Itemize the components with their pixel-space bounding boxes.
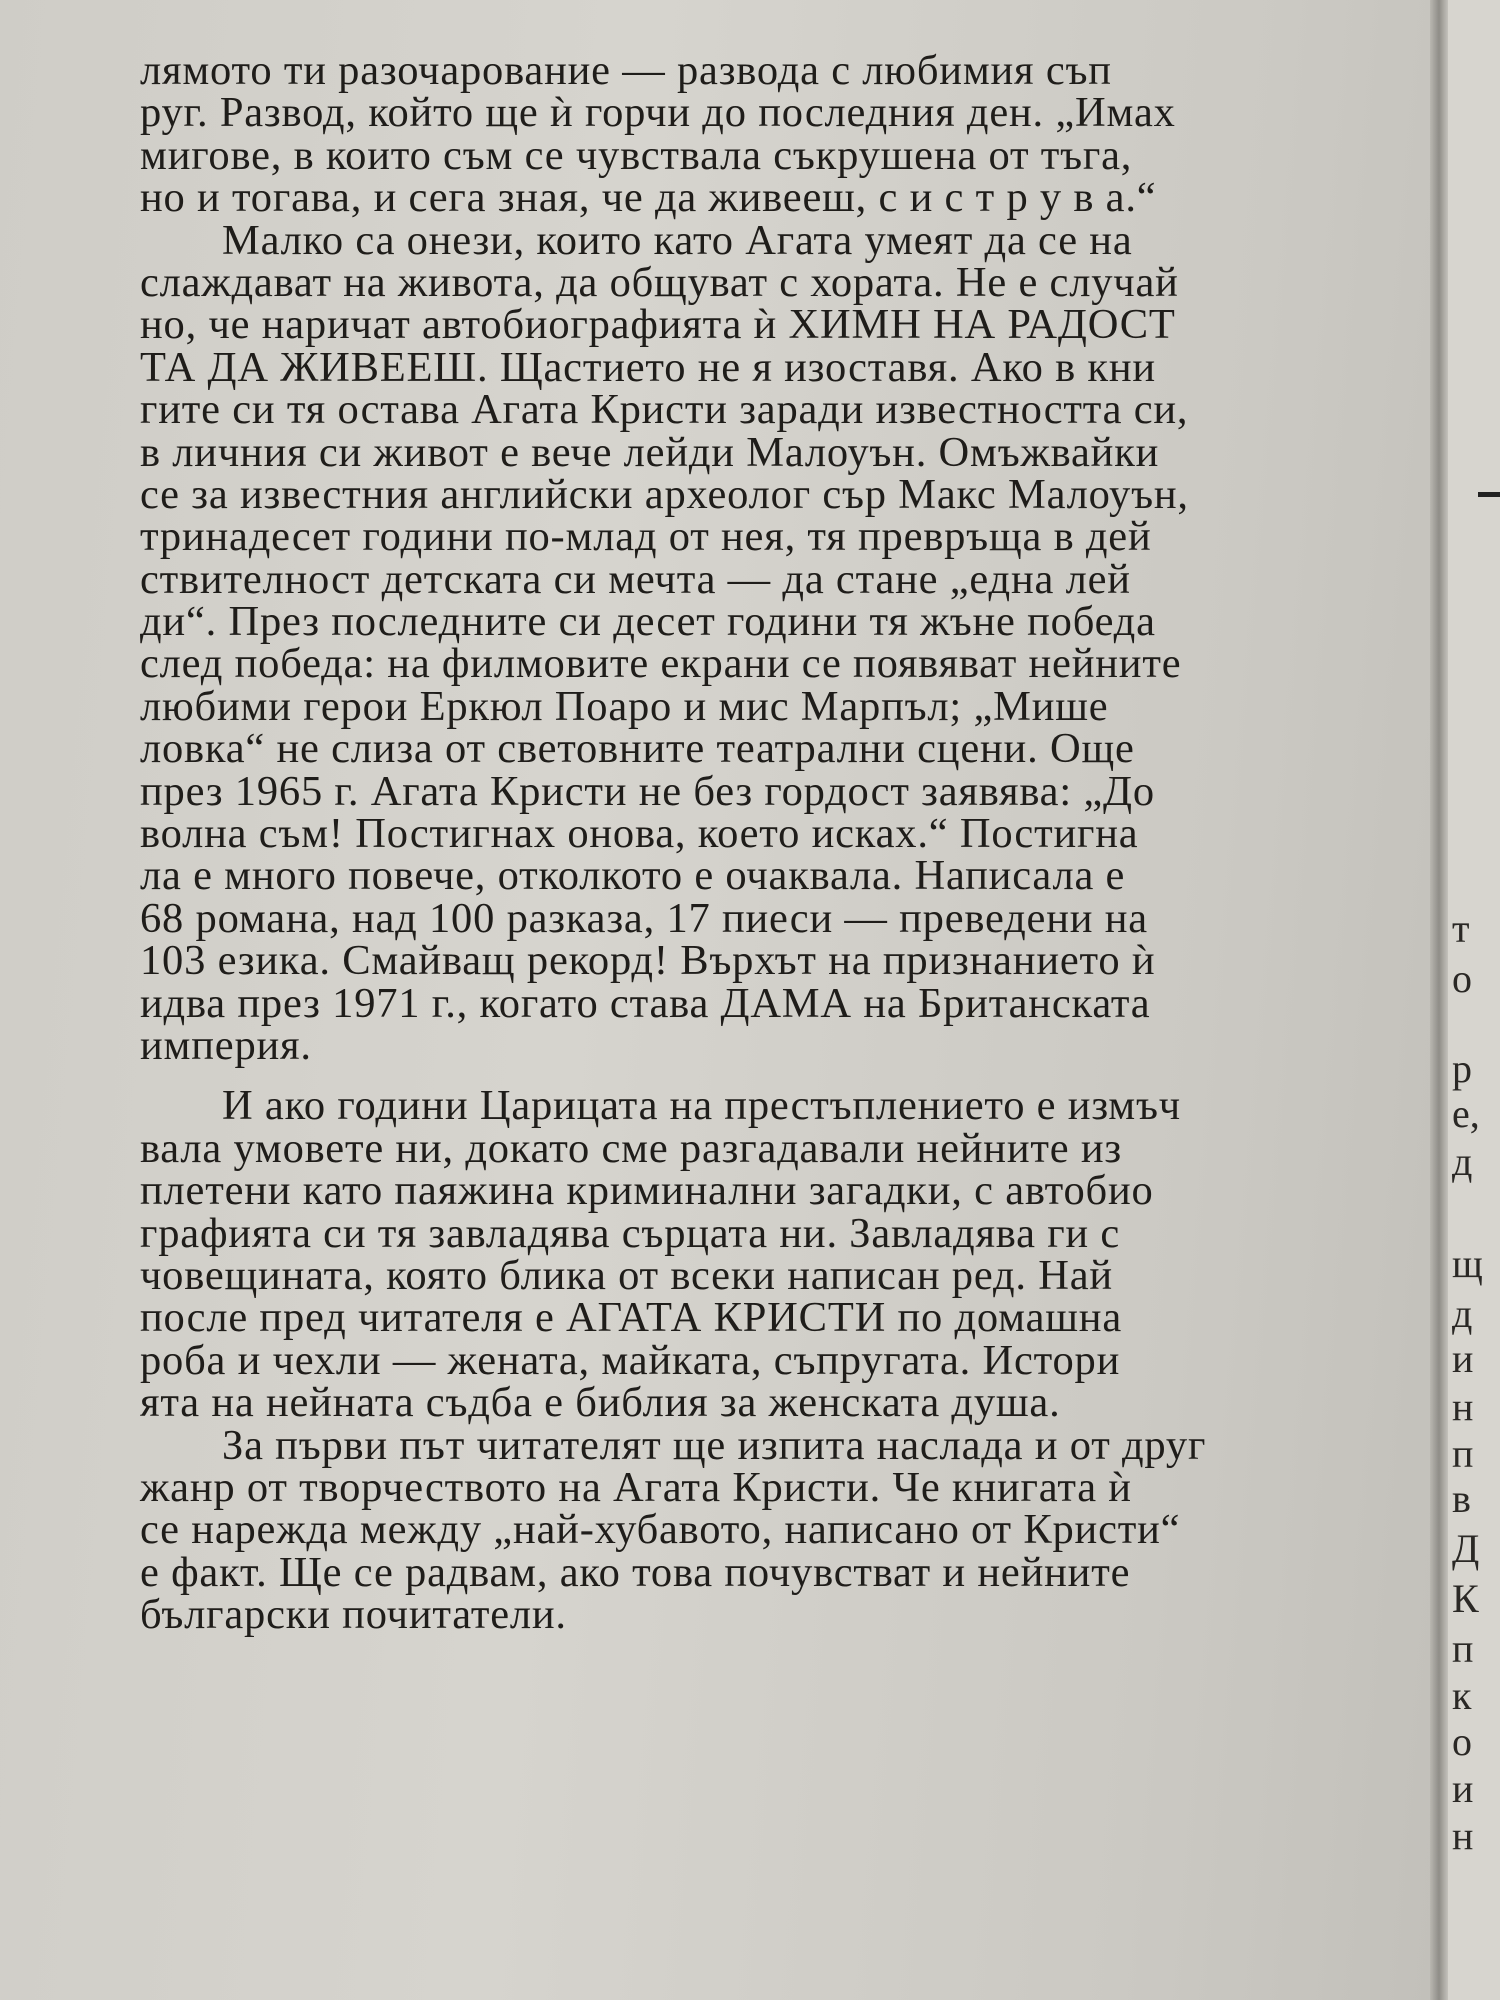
facing-page-letter: о bbox=[1452, 1719, 1472, 1764]
text-line: е факт. Ще се радвам, ако това почувстват и нейните bbox=[140, 1548, 1131, 1596]
text-line: ла е много повече, отколкото е очаквала. Написала е bbox=[140, 852, 1126, 900]
text-line: ствителност детската си мечта — да стане „една лей bbox=[140, 555, 1131, 603]
text-line: се за известния английски археолог сър Макс Малоуън, bbox=[140, 470, 1189, 518]
facing-page-letter: п bbox=[1452, 1626, 1474, 1671]
facing-page-letter: п bbox=[1452, 1431, 1474, 1476]
text-line: графията си тя завладява сърцата ни. Завладява ги с bbox=[140, 1209, 1121, 1257]
text-line: човещината, която блика от всеки написан ред. Най bbox=[140, 1251, 1113, 1299]
paragraph bbox=[140, 47, 1440, 222]
paragraph bbox=[140, 216, 1440, 1069]
text-line: но, че наричат автобиографията ѝ ХИМН НА РАДОСТ bbox=[140, 301, 1176, 349]
book-gutter bbox=[1430, 0, 1448, 2000]
text-line: Малко са онези, които като Агата умеят да се на bbox=[222, 216, 1133, 264]
margin-dash bbox=[1478, 492, 1500, 497]
text-line: За първи път читателят ще изпита наслада и от друг bbox=[222, 1421, 1207, 1469]
text-line: лямото ти разочарование — развода с любимия съп bbox=[140, 47, 1112, 94]
text-line: после пред читателя е АГАТА КРИСТИ по домашна bbox=[140, 1294, 1122, 1342]
facing-page-letter: н bbox=[1452, 1384, 1474, 1429]
text-line: 103 езика. Смайващ рекорд! Върхът на признанието ѝ bbox=[140, 937, 1156, 985]
text-line: тринадесет години по-млад от нея, тя превръща в дей bbox=[140, 513, 1152, 561]
text-line: слаждават на живота, да общуват с хората. Не е случай bbox=[140, 258, 1179, 306]
facing-page-letter: щ bbox=[1452, 1241, 1483, 1286]
text-line: в личния си живот е вече лейди Малоуън. Омъжвайки bbox=[140, 428, 1160, 476]
text-line: ята на нейната съдба е библия за женската душа. bbox=[140, 1379, 1061, 1427]
facing-page-letter: и bbox=[1452, 1336, 1474, 1381]
text-line: ловка“ не слиза от световните театрални сцени. Още bbox=[140, 725, 1135, 773]
text-line: се нарежда между „най-хубавото, написано от Кристи“ bbox=[140, 1506, 1181, 1554]
paragraph bbox=[140, 1421, 1440, 1639]
text-line: вала умовете ни, докато сме разгадавали нейните из bbox=[140, 1124, 1122, 1172]
facing-page-letter: Д bbox=[1452, 1526, 1480, 1571]
page-text bbox=[140, 47, 1440, 1639]
facing-page-letter: о bbox=[1452, 956, 1472, 1001]
text-line: волна съм! Постигнах онова, което исках.“ Постигна bbox=[140, 810, 1139, 858]
paragraph bbox=[140, 1082, 1440, 1427]
text-line: мигове, в които съм се чувствала съкрушена от тъга, bbox=[140, 131, 1133, 179]
text-line: 68 романа, над 100 разказа, 17 пиеси — преведени на bbox=[140, 894, 1148, 942]
facing-page-letter: д bbox=[1452, 1291, 1473, 1336]
facing-page-letter: К bbox=[1452, 1576, 1479, 1621]
text-line: империя. bbox=[140, 1021, 312, 1069]
facing-page-letter: в bbox=[1452, 1476, 1471, 1521]
text-line: през 1965 г. Агата Кристи не без гордост заявява: „До bbox=[140, 767, 1155, 815]
text-line: но и тогава, и сега зная, че да живееш, с и с т р у в а.“ bbox=[140, 174, 1157, 222]
text-line: ди“. През последните си десет години тя жъне победа bbox=[140, 598, 1156, 646]
text-line: ТА ДА ЖИВЕЕШ. Щастието не я изоставя. Ако в кни bbox=[140, 343, 1156, 391]
facing-page-letter: и bbox=[1452, 1766, 1474, 1811]
facing-page-letter: н bbox=[1452, 1813, 1474, 1858]
facing-page-letter: р bbox=[1452, 1046, 1472, 1091]
text-line: любими герои Еркюл Поаро и мис Марпъл; „Мише bbox=[140, 682, 1109, 730]
text-line: плетени като паяжина криминални загадки, с автобио bbox=[140, 1167, 1154, 1215]
text-line: И ако години Царицата на престъплението е измъч bbox=[222, 1082, 1181, 1130]
facing-page-letter: т bbox=[1452, 906, 1470, 951]
text-line: гите си тя остава Агата Кристи заради известността си, bbox=[140, 386, 1189, 434]
text-line: идва през 1971 г., когато става ДАМА на Британската bbox=[140, 979, 1151, 1027]
facing-page-letter: д bbox=[1452, 1139, 1473, 1184]
facing-page-letter: е, bbox=[1452, 1091, 1480, 1136]
text-line: руг. Развод, който ще ѝ горчи до последния ден. „Имах bbox=[140, 89, 1176, 137]
text-line: роба и чехли — жената, майката, съпругата. Истори bbox=[140, 1336, 1121, 1384]
text-line: български почитатели. bbox=[140, 1591, 567, 1639]
facing-page-letter: к bbox=[1452, 1673, 1472, 1718]
text-line: след победа: на филмовите екрани се появяват нейните bbox=[140, 640, 1182, 688]
text-line: жанр от творчеството на Агата Кристи. Че книгата ѝ bbox=[140, 1463, 1132, 1511]
